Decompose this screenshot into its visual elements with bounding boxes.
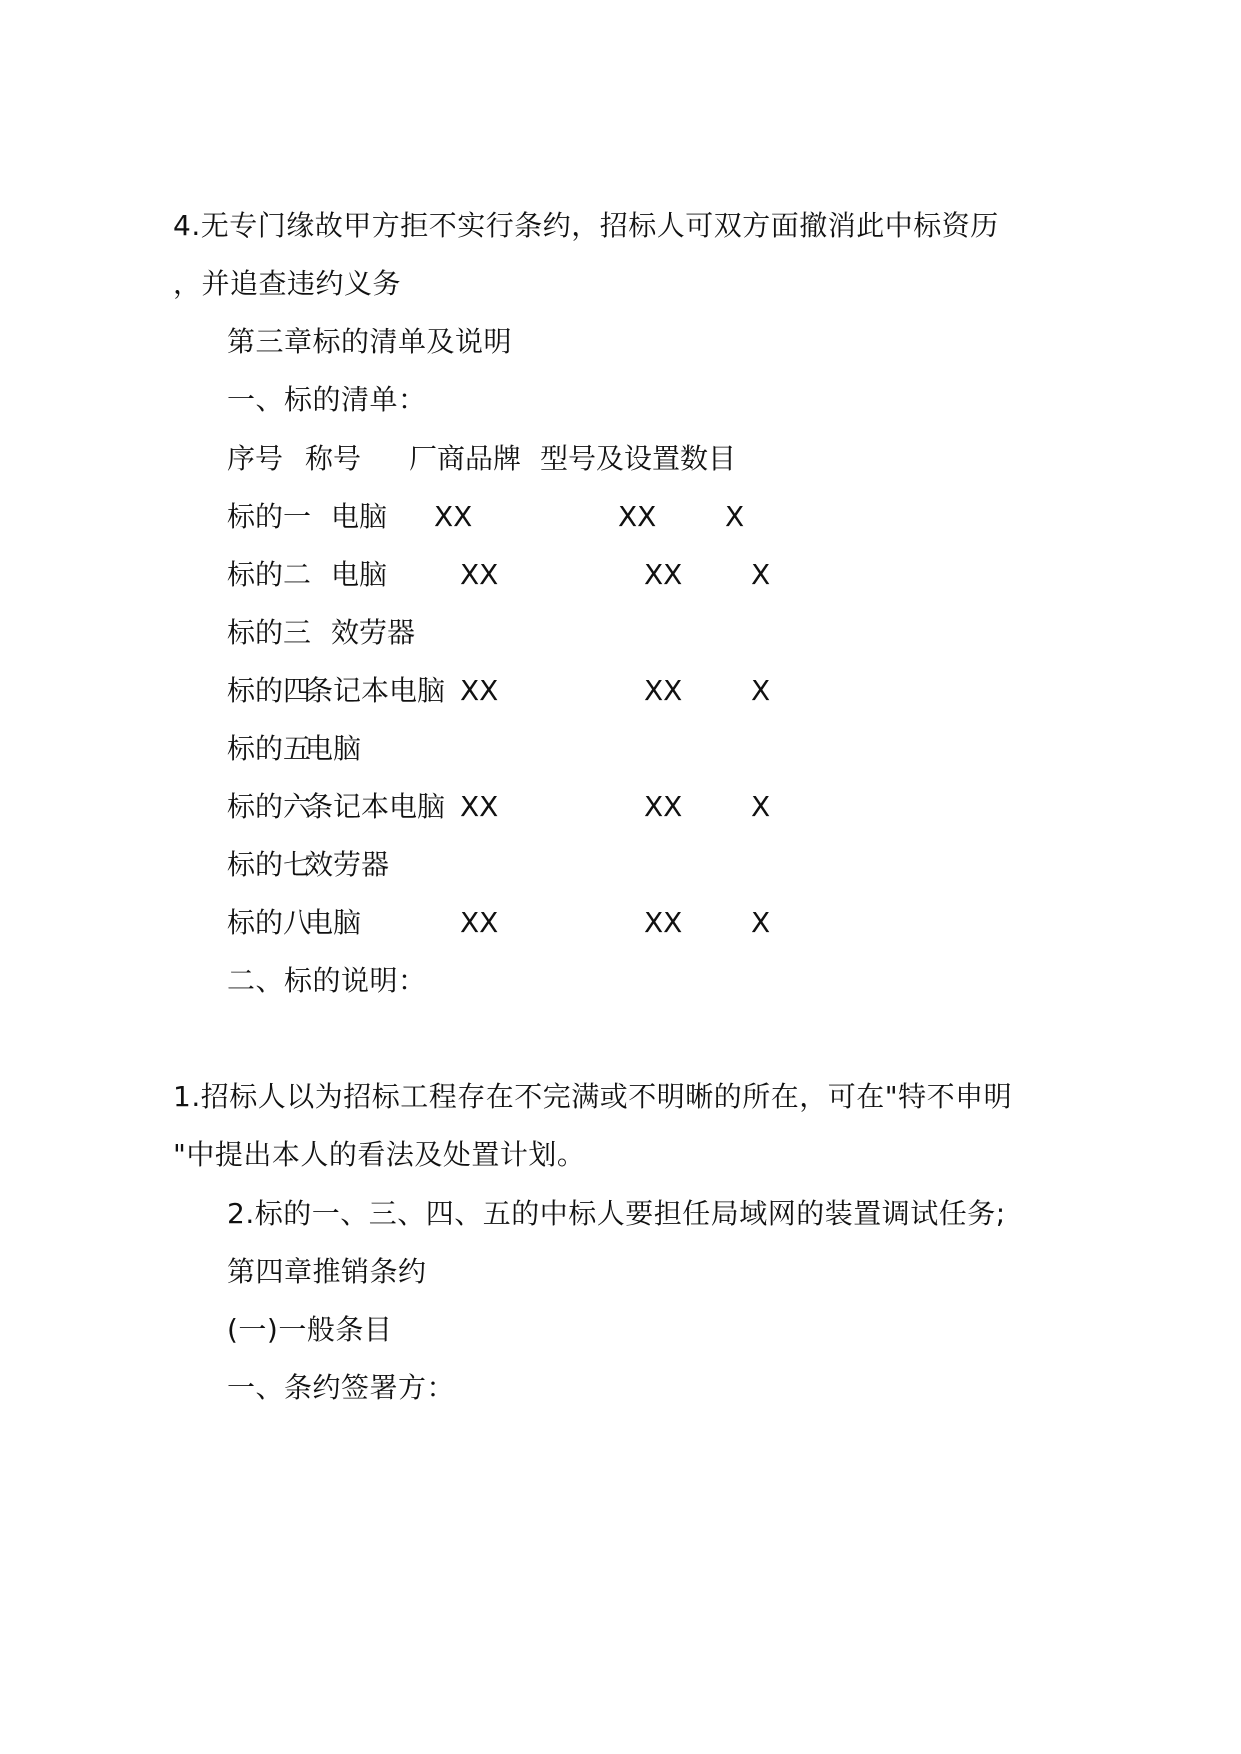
description-heading: 二、标的说明：: [227, 964, 427, 997]
row-name: 电脑: [305, 906, 362, 939]
chapter-4-title: 第四章推销条约: [227, 1255, 427, 1288]
row-qty: X: [751, 906, 771, 939]
header-model-qty: 型号及设置数目: [540, 442, 737, 475]
row-qty: X: [751, 790, 771, 823]
list-heading: 一、标的清单：: [227, 383, 427, 416]
header-brand: 厂商品牌: [409, 442, 522, 475]
row-name: 效劳器: [331, 616, 416, 649]
header-name: 称号: [305, 442, 362, 475]
row-item: 标的二: [227, 558, 312, 591]
row-item: 标的三: [227, 616, 312, 649]
header-item: 序号: [227, 442, 284, 475]
row-name: 条记本电脑: [305, 674, 446, 707]
row-name: 效劳器: [305, 848, 390, 881]
row-brand: XX: [460, 790, 499, 823]
chapter-3-title: 第三章标的清单及说明: [227, 325, 513, 358]
row-model: XX: [644, 558, 683, 591]
row-qty: X: [751, 558, 771, 591]
row-name: 电脑: [305, 732, 362, 765]
paragraph-4-line-2: ，并追查违约义务: [173, 267, 402, 300]
row-qty: X: [725, 500, 745, 533]
row-item: 标的七: [227, 848, 312, 881]
row-item: 标的四: [227, 674, 312, 707]
paragraph-1-line-1: 1.招标人以为招标工程存在不完满或不明晰的所在，可在"特不申明: [173, 1080, 1013, 1113]
row-model: XX: [644, 674, 683, 707]
row-name: 条记本电脑: [305, 790, 446, 823]
paragraph-4-line-1: 4.无专门缘故甲方拒不实行条约，招标人可双方面撤消此中标资历: [173, 209, 999, 242]
row-brand: XX: [460, 906, 499, 939]
row-name: 电脑: [331, 558, 388, 591]
row-brand: XX: [460, 674, 499, 707]
row-item: 标的一: [227, 500, 312, 533]
row-item: 标的六: [227, 790, 312, 823]
row-item: 标的五: [227, 732, 312, 765]
row-name: 电脑: [331, 500, 388, 533]
paragraph-1-line-2: "中提出本人的看法及处置计划。: [173, 1138, 586, 1171]
row-brand: XX: [434, 500, 473, 533]
row-model: XX: [644, 906, 683, 939]
row-model: XX: [618, 500, 657, 533]
signing-parties-heading: 一、条约签署方：: [227, 1371, 456, 1404]
general-terms-heading: (一)一般条目: [227, 1313, 393, 1346]
row-brand: XX: [460, 558, 499, 591]
paragraph-2: 2.标的一、三、四、五的中标人要担任局域网的装置调试任务;: [227, 1197, 1006, 1230]
row-qty: X: [751, 674, 771, 707]
row-item: 标的八: [227, 906, 312, 939]
row-model: XX: [644, 790, 683, 823]
